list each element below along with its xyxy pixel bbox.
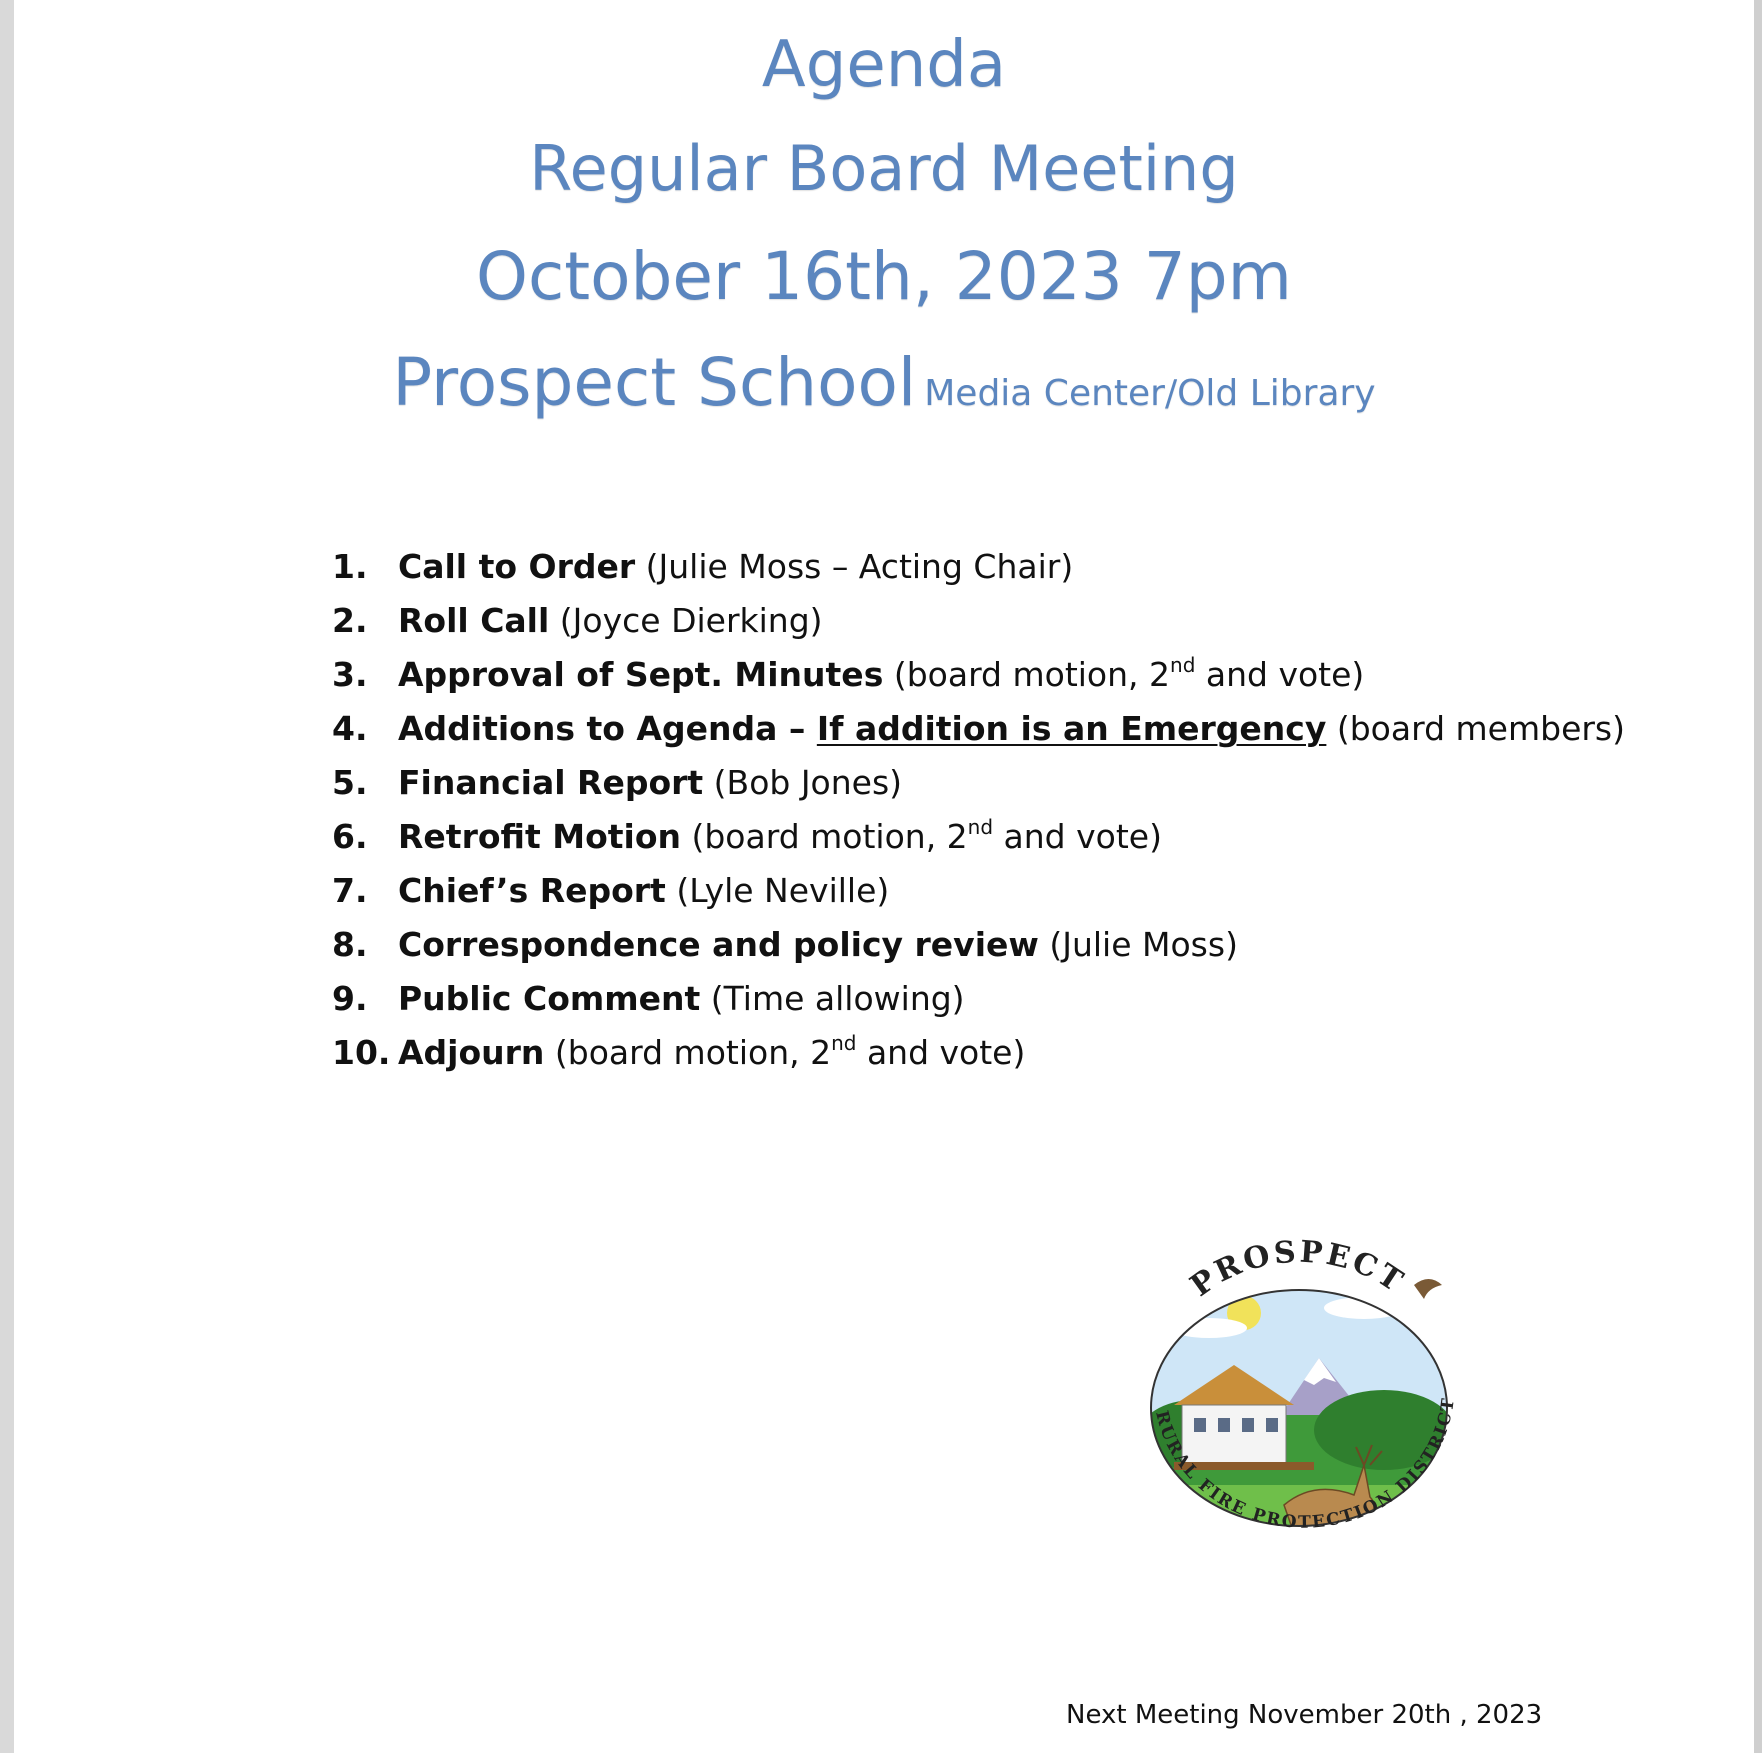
prospect-district-logo — [1114, 1230, 1484, 1560]
item-note: (Bob Jones) — [703, 763, 903, 802]
agenda-item — [332, 594, 1625, 648]
item-note: (board motion, 2 — [544, 1033, 832, 1072]
item-note-end: and vote) — [993, 817, 1162, 856]
item-title: Financial Report — [398, 763, 704, 802]
agenda-item — [332, 702, 1625, 756]
agenda-item — [332, 918, 1625, 972]
item-title: Adjourn — [398, 1033, 545, 1072]
agenda-item — [332, 1026, 1625, 1080]
agenda-item — [332, 972, 1625, 1026]
agenda-item — [332, 864, 1625, 918]
item-number: 7. — [332, 871, 368, 910]
agenda-item — [332, 810, 1625, 864]
logo-top-text: PROSPECT — [1184, 1234, 1411, 1304]
agenda-list — [332, 540, 1625, 1080]
item-note: (Time allowing) — [700, 979, 965, 1018]
ordinal-suffix: nd — [1170, 653, 1196, 677]
item-note: (Julie Moss – Acting Chair) — [635, 547, 1074, 586]
item-note-end: and vote) — [1195, 655, 1365, 694]
item-title: Chief’s Report — [398, 871, 666, 910]
item-title: Additions to Agenda – — [398, 709, 817, 748]
item-note: (Lyle Neville) — [665, 871, 890, 910]
item-note: (board motion, 2 — [681, 817, 968, 856]
item-number: 9. — [332, 979, 368, 1018]
ordinal-suffix: nd — [967, 815, 994, 839]
item-number: 8. — [332, 925, 368, 964]
item-number: 6. — [332, 817, 368, 856]
meeting-location — [14, 344, 1754, 421]
item-emphasis: If addition is an Emergency — [816, 709, 1327, 748]
item-number: 3. — [332, 655, 368, 694]
item-note: (Joyce Dierking) — [549, 601, 823, 640]
house — [1182, 1405, 1286, 1465]
landscape-scene — [1139, 1285, 1454, 1547]
item-note: (board motion, 2 — [883, 655, 1171, 694]
meeting-type: Regular Board Meeting — [529, 132, 1239, 205]
item-title: Approval of Sept. Minutes — [398, 655, 884, 694]
item-number: 10. — [332, 1033, 391, 1072]
agenda-item — [332, 540, 1625, 594]
page-title: Agenda — [761, 28, 1007, 102]
item-title: Correspondence and policy review — [398, 925, 1039, 964]
location-name: Prospect School — [392, 344, 917, 421]
logo-bottom-text: RURAL FIRE PROTECTION DISTRICT — [1151, 1395, 1459, 1533]
item-number: 4. — [332, 709, 368, 748]
location-detail: Media Center/Old Library — [924, 373, 1376, 414]
item-note-end: and vote) — [856, 1033, 1026, 1072]
item-note: (Julie Moss) — [1038, 925, 1238, 964]
item-number: 2. — [332, 601, 368, 640]
page-edge — [1754, 0, 1762, 1753]
item-title: Roll Call — [398, 601, 550, 640]
item-number: 1. — [332, 547, 368, 586]
next-meeting-note: Next Meeting November 20th , 2023 — [1066, 1700, 1543, 1730]
agenda-page — [14, 0, 1754, 1753]
item-title: Public Comment — [398, 979, 701, 1018]
meeting-date-time: October 16th, 2023 7pm — [476, 238, 1292, 315]
ordinal-suffix: nd — [831, 1031, 857, 1055]
item-title: Call to Order — [398, 547, 636, 586]
item-title: Retrofit Motion — [398, 817, 681, 856]
item-number: 5. — [332, 763, 368, 802]
agenda-item — [332, 756, 1625, 810]
bird-icon — [1414, 1279, 1442, 1299]
item-note: (board members) — [1326, 709, 1626, 748]
agenda-item — [332, 648, 1625, 702]
